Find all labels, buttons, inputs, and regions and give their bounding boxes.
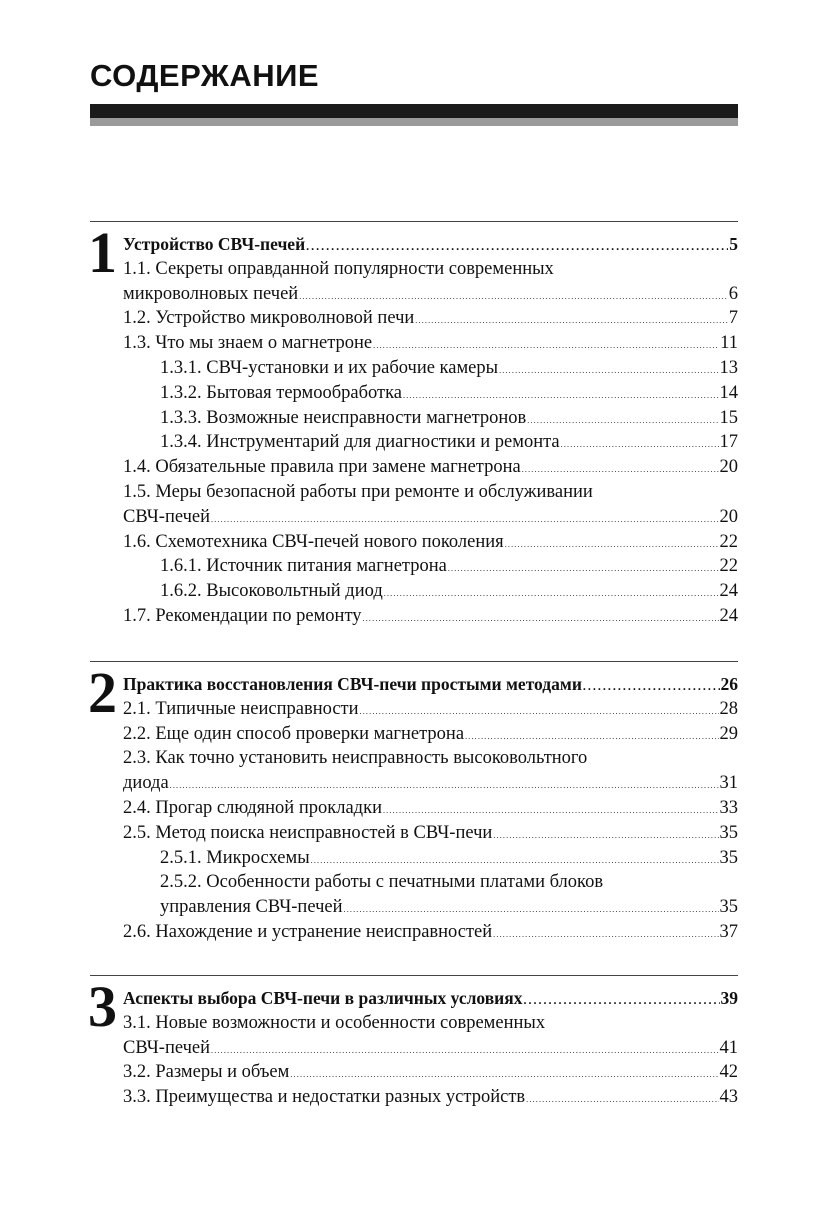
entry-title: 1.2. Устройство микроволновой печи — [123, 308, 415, 329]
toc-entry[interactable] — [123, 746, 738, 771]
toc-subentry[interactable] — [123, 356, 738, 381]
chapter-1-section — [88, 220, 738, 626]
entry-page: 20 — [719, 506, 738, 527]
toc-entry[interactable] — [123, 771, 738, 796]
toc-subentry[interactable] — [123, 381, 738, 406]
entry-title: 1.3.1. СВЧ-установки и их рабочие камеры — [160, 357, 499, 378]
toc-entry[interactable] — [123, 331, 738, 356]
dot-leader — [373, 331, 719, 359]
entry-title: микроволновых печей — [123, 283, 299, 304]
entry-page: 22 — [719, 531, 738, 552]
entry-page: 29 — [719, 723, 738, 744]
toc-entry[interactable] — [123, 530, 738, 555]
entry-title: 1.6. Схемотехника СВЧ-печей нового поколения — [123, 531, 504, 552]
entry-title: 1.6.1. Источник питания магнетрона — [160, 556, 447, 577]
entry-title: 2.3. Как точно установить неисправность высоковольтного — [123, 748, 588, 769]
dot-leader — [493, 821, 718, 849]
title-rule-gray — [90, 118, 738, 126]
entry-title: Аспекты выбора СВЧ-печи в различных условиях — [123, 988, 523, 1008]
entry-page: 35 — [719, 897, 738, 918]
chapter-2-section — [88, 660, 738, 942]
toc-entry[interactable] — [123, 1060, 738, 1085]
toc-entry[interactable] — [123, 1085, 738, 1110]
entry-page: 33 — [719, 797, 738, 818]
entry-page: 37 — [719, 921, 738, 942]
entry-title: 1.3.3. Возможные неисправности магнетронов — [160, 407, 527, 428]
entry-title: 1.5. Меры безопасной работы при ремонте и обслуживании — [123, 481, 593, 502]
dot-leader — [561, 430, 719, 458]
entry-page: 17 — [719, 432, 738, 453]
toc-entry[interactable] — [123, 282, 738, 307]
entry-title: 1.4. Обязательные правила при замене магнетрона — [123, 457, 521, 478]
entry-title: 2.5.2. Особенности работы с печатными платами блоков — [160, 872, 604, 893]
toc-entry-chapter-title[interactable] — [123, 232, 738, 257]
chapter-entries — [123, 986, 738, 1110]
dot-leader — [523, 986, 719, 1013]
dot-leader — [344, 895, 719, 923]
toc-entry[interactable] — [123, 505, 738, 530]
chapter-3-section — [88, 974, 738, 1108]
toc-entry-chapter-title[interactable] — [123, 672, 738, 697]
toc-entry[interactable] — [123, 1036, 738, 1061]
dot-leader — [170, 771, 719, 799]
entry-title: Устройство СВЧ-печей — [123, 234, 306, 254]
entry-title: 1.3. Что мы знаем о магнетроне — [123, 333, 373, 354]
dot-leader — [583, 672, 720, 699]
entry-page: 15 — [719, 407, 738, 428]
entry-page: 24 — [719, 605, 738, 626]
entry-page: 22 — [719, 556, 738, 577]
entry-page: 13 — [719, 357, 738, 378]
toc-entry[interactable] — [123, 306, 738, 331]
dot-leader — [299, 282, 728, 310]
entry-title: 2.4. Прогар слюдяной прокладки — [123, 797, 382, 818]
dot-leader — [211, 505, 718, 533]
toc-entry[interactable] — [123, 455, 738, 480]
toc-page — [90, 0, 738, 1211]
page-title: СОДЕРЖАНИЕ — [90, 58, 320, 93]
chapter-entries — [123, 672, 738, 945]
dot-leader — [522, 455, 719, 483]
dot-leader — [527, 406, 718, 434]
entry-page: 43 — [719, 1087, 738, 1108]
entry-page: 26 — [720, 674, 738, 694]
entry-title: 2.5. Метод поиска неисправностей в СВЧ-печи — [123, 822, 493, 843]
entry-title: 2.6. Нахождение и устранение неисправностей — [123, 921, 493, 942]
dot-leader — [384, 579, 719, 607]
entry-page: 35 — [719, 847, 738, 868]
entry-page: 20 — [719, 457, 738, 478]
entry-title: СВЧ-печей — [123, 506, 211, 527]
dot-leader — [493, 920, 718, 948]
dot-leader — [211, 1036, 718, 1064]
toc-subentry[interactable] — [123, 554, 738, 579]
entry-title: 1.7. Рекомендации по ремонту — [123, 605, 362, 626]
dot-leader — [415, 306, 727, 334]
entry-page: 39 — [720, 988, 738, 1008]
dot-leader — [290, 1060, 718, 1088]
entry-title: диода — [123, 773, 169, 794]
entry-title: 2.1. Типичные неисправности — [123, 698, 359, 719]
dot-leader — [465, 722, 718, 750]
toc-entry[interactable] — [123, 697, 738, 722]
toc-entry[interactable] — [123, 480, 738, 505]
toc-subentry[interactable] — [123, 870, 738, 895]
toc-subentry[interactable] — [123, 406, 738, 431]
entry-page: 6 — [728, 283, 738, 304]
entry-page: 14 — [719, 382, 738, 403]
chapter-entries — [123, 232, 738, 629]
entry-page: 41 — [719, 1037, 738, 1058]
chapter-number: 2 — [88, 660, 117, 725]
entry-page: 31 — [719, 773, 738, 794]
toc-entry[interactable] — [123, 722, 738, 747]
entry-page: 35 — [719, 822, 738, 843]
dot-leader — [448, 554, 719, 582]
entry-title: 1.3.4. Инструментарий для диагностики и ремонта — [160, 432, 560, 453]
dot-leader — [403, 381, 719, 409]
toc-subentry[interactable] — [123, 895, 738, 920]
entry-title: СВЧ-печей — [123, 1037, 211, 1058]
entry-title: 2.5.1. Микросхемы — [160, 847, 310, 868]
entry-title: 3.2. Размеры и объем — [123, 1062, 290, 1083]
entry-title: 1.3.2. Бытовая термообработка — [160, 382, 402, 403]
toc-entry-chapter-title[interactable] — [123, 986, 738, 1011]
toc-entry[interactable] — [123, 604, 738, 629]
chapter-number: 3 — [88, 974, 117, 1039]
entry-title: 3.3. Преимущества и недостатки разных устройств — [123, 1087, 526, 1108]
chapter-number: 1 — [88, 220, 117, 285]
entry-page: 5 — [729, 234, 738, 254]
title-rule-dark — [90, 104, 738, 118]
dot-leader — [311, 846, 719, 874]
toc-entry[interactable] — [123, 920, 738, 945]
dot-leader — [363, 604, 719, 632]
dot-leader — [499, 356, 718, 384]
entry-title: 1.6.2. Высоковольтный диод — [160, 581, 383, 602]
dot-leader — [306, 232, 728, 259]
entry-page: 28 — [719, 698, 738, 719]
dot-leader — [360, 697, 719, 725]
toc-entry[interactable] — [123, 796, 738, 821]
toc-subentry[interactable] — [123, 430, 738, 455]
entry-page: 7 — [728, 308, 738, 329]
dot-leader — [383, 796, 719, 824]
toc-entry[interactable] — [123, 821, 738, 846]
dot-leader — [526, 1085, 718, 1113]
toc-entry[interactable] — [123, 257, 738, 282]
entry-page: 24 — [719, 581, 738, 602]
entry-title: 2.2. Еще один способ проверки магнетрона — [123, 723, 465, 744]
entry-title: 1.1. Секреты оправданной популярности современных — [123, 258, 554, 279]
toc-subentry[interactable] — [123, 846, 738, 871]
entry-title: управления СВЧ-печей — [160, 897, 343, 918]
entry-page: 11 — [720, 333, 738, 354]
entry-title: Практика восстановления СВЧ-печи простыми методами — [123, 674, 582, 694]
toc-subentry[interactable] — [123, 579, 738, 604]
entry-page: 42 — [719, 1062, 738, 1083]
toc-entry[interactable] — [123, 1011, 738, 1036]
entry-title: 3.1. Новые возможности и особенности современных — [123, 1012, 546, 1033]
dot-leader — [505, 530, 719, 558]
